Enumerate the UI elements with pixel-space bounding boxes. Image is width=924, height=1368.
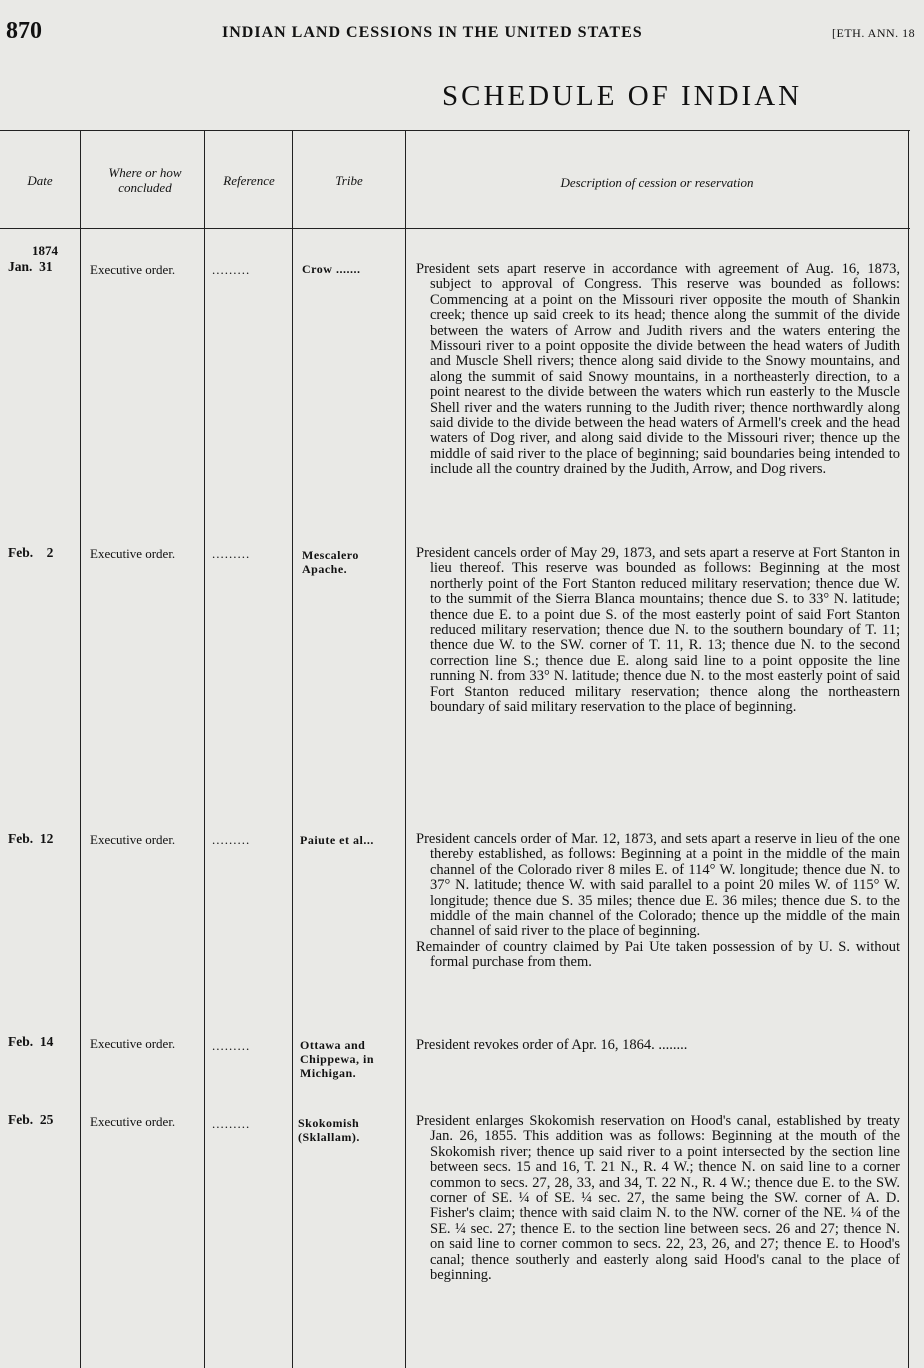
column-heading-description: Description of cession or reservation xyxy=(560,175,754,190)
column-divider xyxy=(80,131,81,1368)
entry-where-concluded: Executive order. xyxy=(90,1114,176,1129)
column-heading-reference: Reference xyxy=(223,173,275,188)
entry-where-concluded: Executive order. xyxy=(90,546,176,561)
entry-where-concluded: Executive order. xyxy=(90,832,176,847)
entry-tribe: Paiute et al... xyxy=(300,833,374,847)
entry-description xyxy=(416,262,900,478)
column-divider xyxy=(292,131,293,1368)
entry-tribe: Ottawa and Chippewa, in Michigan. xyxy=(300,1038,375,1080)
description-paragraph: President cancels order of Mar. 12, 1873, and sets apart a reserve in lieu of the one thereby established, as follows: Beginning at a point in the middle of the main channel of the Colorado river 8 miles E. of 114° W. longitude; thence due N. to 37° N. latitude; thence W. with said parallel to a point 20 miles W. of 115° W. longitude; thence due S. 35 miles; thence due E. 36 miles; thence due S. to the middle of the main channel of the Colorado; thence up the middle of the main channel of said river to the place of beginning. xyxy=(416,831,900,940)
entry-reference: ......... xyxy=(212,1038,251,1053)
running-title: INDIAN LAND CESSIONS IN THE UNITED STATES xyxy=(222,24,643,41)
entry-description xyxy=(416,546,900,715)
entry-date: Feb. 14 xyxy=(8,1034,54,1049)
entry-tribe: Crow ....... xyxy=(302,262,361,276)
header-bottom-rule xyxy=(0,228,910,229)
column-heading-date: Date xyxy=(27,173,53,188)
table-right-rule xyxy=(908,131,909,1368)
entry-description xyxy=(416,832,900,971)
entry-reference: ......... xyxy=(212,832,251,847)
description-paragraph: President revokes order of Apr. 16, 1864. ........ xyxy=(416,1037,688,1053)
description-paragraph: President enlarges Skokomish reservation on Hood's canal, established by treaty Jan. 26, 1855. This addition was as follows: Beginning at the mouth of the Skokomish river; thence up said river to a point intersected by the section line between secs. 15 and 16, T. 21 N., R. 4 W.; thence N. on said line to a corner common to secs. 27, 28, 33, and 34, T. 22 N., R. 4 W.; thence due E. to the SW. corner of SE. ¼ of SE. ¼ sec. 27, the same being the SW. corner of A. D. Fisher's claim; thence with said claim N. to the NW. corner of the NE. ¼ of the SE. ¼ sec. 27; thence E. to the section line between secs. 26 and 27; thence N. on said line to corner common to secs. 22, 23, 26, and 27; thence E. to Hood's canal; thence southerly and easterly along said Hood's canal to the place of beginning. xyxy=(416,1113,900,1284)
description-paragraph: Remainder of country claimed by Pai Ute taken possession of by U. S. without formal purchase from them. xyxy=(416,938,900,971)
entry-date: Jan. 31 xyxy=(8,259,53,274)
entry-tribe: Skokomish (Sklallam). xyxy=(298,1116,360,1144)
column-divider xyxy=(204,131,205,1368)
column-heading-tribe: Tribe xyxy=(335,173,363,188)
entry-date: Feb. 25 xyxy=(8,1112,54,1127)
entry-description xyxy=(416,1038,900,1053)
entry-reference: ......... xyxy=(212,262,251,277)
description-paragraph: President sets apart reserve in accordance with agreement of Aug. 16, 1873, subject to approval of Congress. This reserve was bounded as follows: Commencing at a point on the Missouri river opposite the mouth of Shankin creek; thence up said creek to its head; thence along the summit of the divide between the waters of Arrow and Judith rivers and the waters entering the Missouri river to a point opposite the divide between the head waters of Judith and Muscle Shell rivers; thence along said divide to the Snowy mountains, and along the summit of said Snowy mountains, in a northeasterly direction, to a point nearest to the divide between the waters which run easterly to the Muscle Shell river and the waters running to the Judith river; thence northwardly along said divide to the divide between the head waters of Armell's creek and the head waters of Dog river, and along said divide to the Missouri river; thence up the middle of said river to the place of beginning; said boundaries being intended to include all the country drained by the Judith, Arrow, and Dog rivers. xyxy=(416,261,900,478)
entry-reference: ......... xyxy=(212,1116,251,1131)
running-head xyxy=(0,18,924,48)
schedule-title: SCHEDULE OF INDIAN xyxy=(442,80,803,112)
entry-date: Feb. 12 xyxy=(8,831,54,846)
entry-reference: ......... xyxy=(212,546,251,561)
entry-where-concluded: Executive order. xyxy=(90,262,176,277)
year-label: 1874 xyxy=(32,243,58,258)
entry-date: Feb. 2 xyxy=(8,545,54,560)
column-divider xyxy=(405,131,406,1368)
entry-description xyxy=(416,1114,900,1283)
entry-where-concluded: Executive order. xyxy=(90,1036,176,1051)
column-heading-where: Where or how concluded xyxy=(108,165,182,195)
report-reference: [ETH. ANN. 18 xyxy=(832,26,916,40)
page-number: 870 xyxy=(6,18,42,44)
description-paragraph: President cancels order of May 29, 1873, and sets apart a reserve at Fort Stanton in lieu thereof. This reserve was bounded as follows: Beginning at the most northerly point of the Fort Stanton reduced military reservation; thence due W. to the summit of the Sierra Blanca mountains; thence due S. to 33° N. latitude; thence due E. to a point due S. of the most easterly point of said Fort Stanton reduced military reservation; thence due N. to the southern boundary of T. 11; thence due W. to the SW. corner of T. 11, R. 13; thence due N. to the second correction line S.; thence due E. along said line to a point opposite the line running N. from 33° N. latitude; thence due N. to the most easterly point of said Fort Stanton reduced military reservation; thence along the northeastern boundary of said military reservation to the place of beginning. xyxy=(416,545,900,716)
entry-tribe: Mescalero Apache. xyxy=(302,548,359,576)
table-top-rule xyxy=(0,130,910,131)
